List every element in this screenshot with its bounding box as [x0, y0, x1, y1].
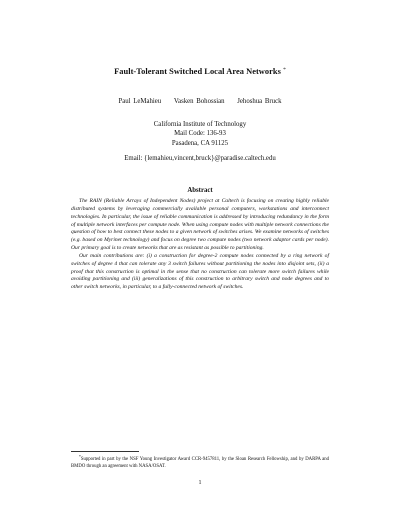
affiliation-city: Pasadena, CA 91125	[171, 139, 229, 147]
abstract-heading: Abstract	[187, 187, 213, 194]
page-number: 1	[198, 480, 202, 486]
abstract-body	[71, 198, 329, 292]
author-name: Jehoshua Bruck	[237, 98, 282, 105]
title-text: Fault-Tolerant Switched Local Area Networks	[114, 67, 281, 76]
abstract-paragraph: Our main contributions are: (i) a construction for degree-2 compute nodes connected by a ring network of switches of degree 4 that can tolerate any 3 switch failures without partitioning the nodes into disjoint sets, (ii) a proof that this construction is optimal in the sense that no construction can tolerate more switch failures while avoiding partitioning and (iii) generalizations of this construction to arbitrary switch and node degrees and to other switch networks, in particular, to a fully-connected network of switches.	[71, 252, 329, 291]
footnote	[71, 454, 329, 470]
author-name: Vasken Bohossian	[173, 98, 225, 105]
affiliation	[0, 120, 400, 148]
footnote-text: Supported in part by the NSF Young Investigator Award CCR-9457811, by the Sloan Research Fellowship, and by DARPA and BMDO through an agreement with NASA/OSAT.	[71, 457, 329, 469]
author-list	[0, 98, 400, 105]
affiliation-mail-code: Mail Code: 136-93	[174, 130, 226, 138]
author-name: Paul LeMahieu	[118, 98, 162, 105]
paper-title	[0, 67, 400, 76]
affiliation-institution: California Institute of Technology	[153, 121, 247, 128]
author-email: Email: {lemahieu,vincent,bruck}@paradise.caltech.edu	[124, 155, 276, 162]
footnote-mark: *	[79, 455, 81, 459]
title-footnote-mark: *	[283, 67, 286, 73]
footnote-rule	[71, 451, 139, 452]
abstract-paragraph: The RAIN (Reliable Arrays of Independent Nodes) project at Caltech is focusing on creating highly reliable distributed systems by leveraging commercially available personal computers, workstations and interconnect technologies. In particular, the issue of reliable communication is addressed by introducing redundancy in the form of multiple network interfaces per compute node. When using compute nodes with multiple network connections the question of how to best connect these nodes to a given network of switches arises. We examine networks of switches (e.g. based on Myrinet technology) and focus on degree two compute nodes (two network adaptor cards per node). Our primary goal is to create networks that are as resistant as possible to partitioning.	[71, 198, 329, 252]
